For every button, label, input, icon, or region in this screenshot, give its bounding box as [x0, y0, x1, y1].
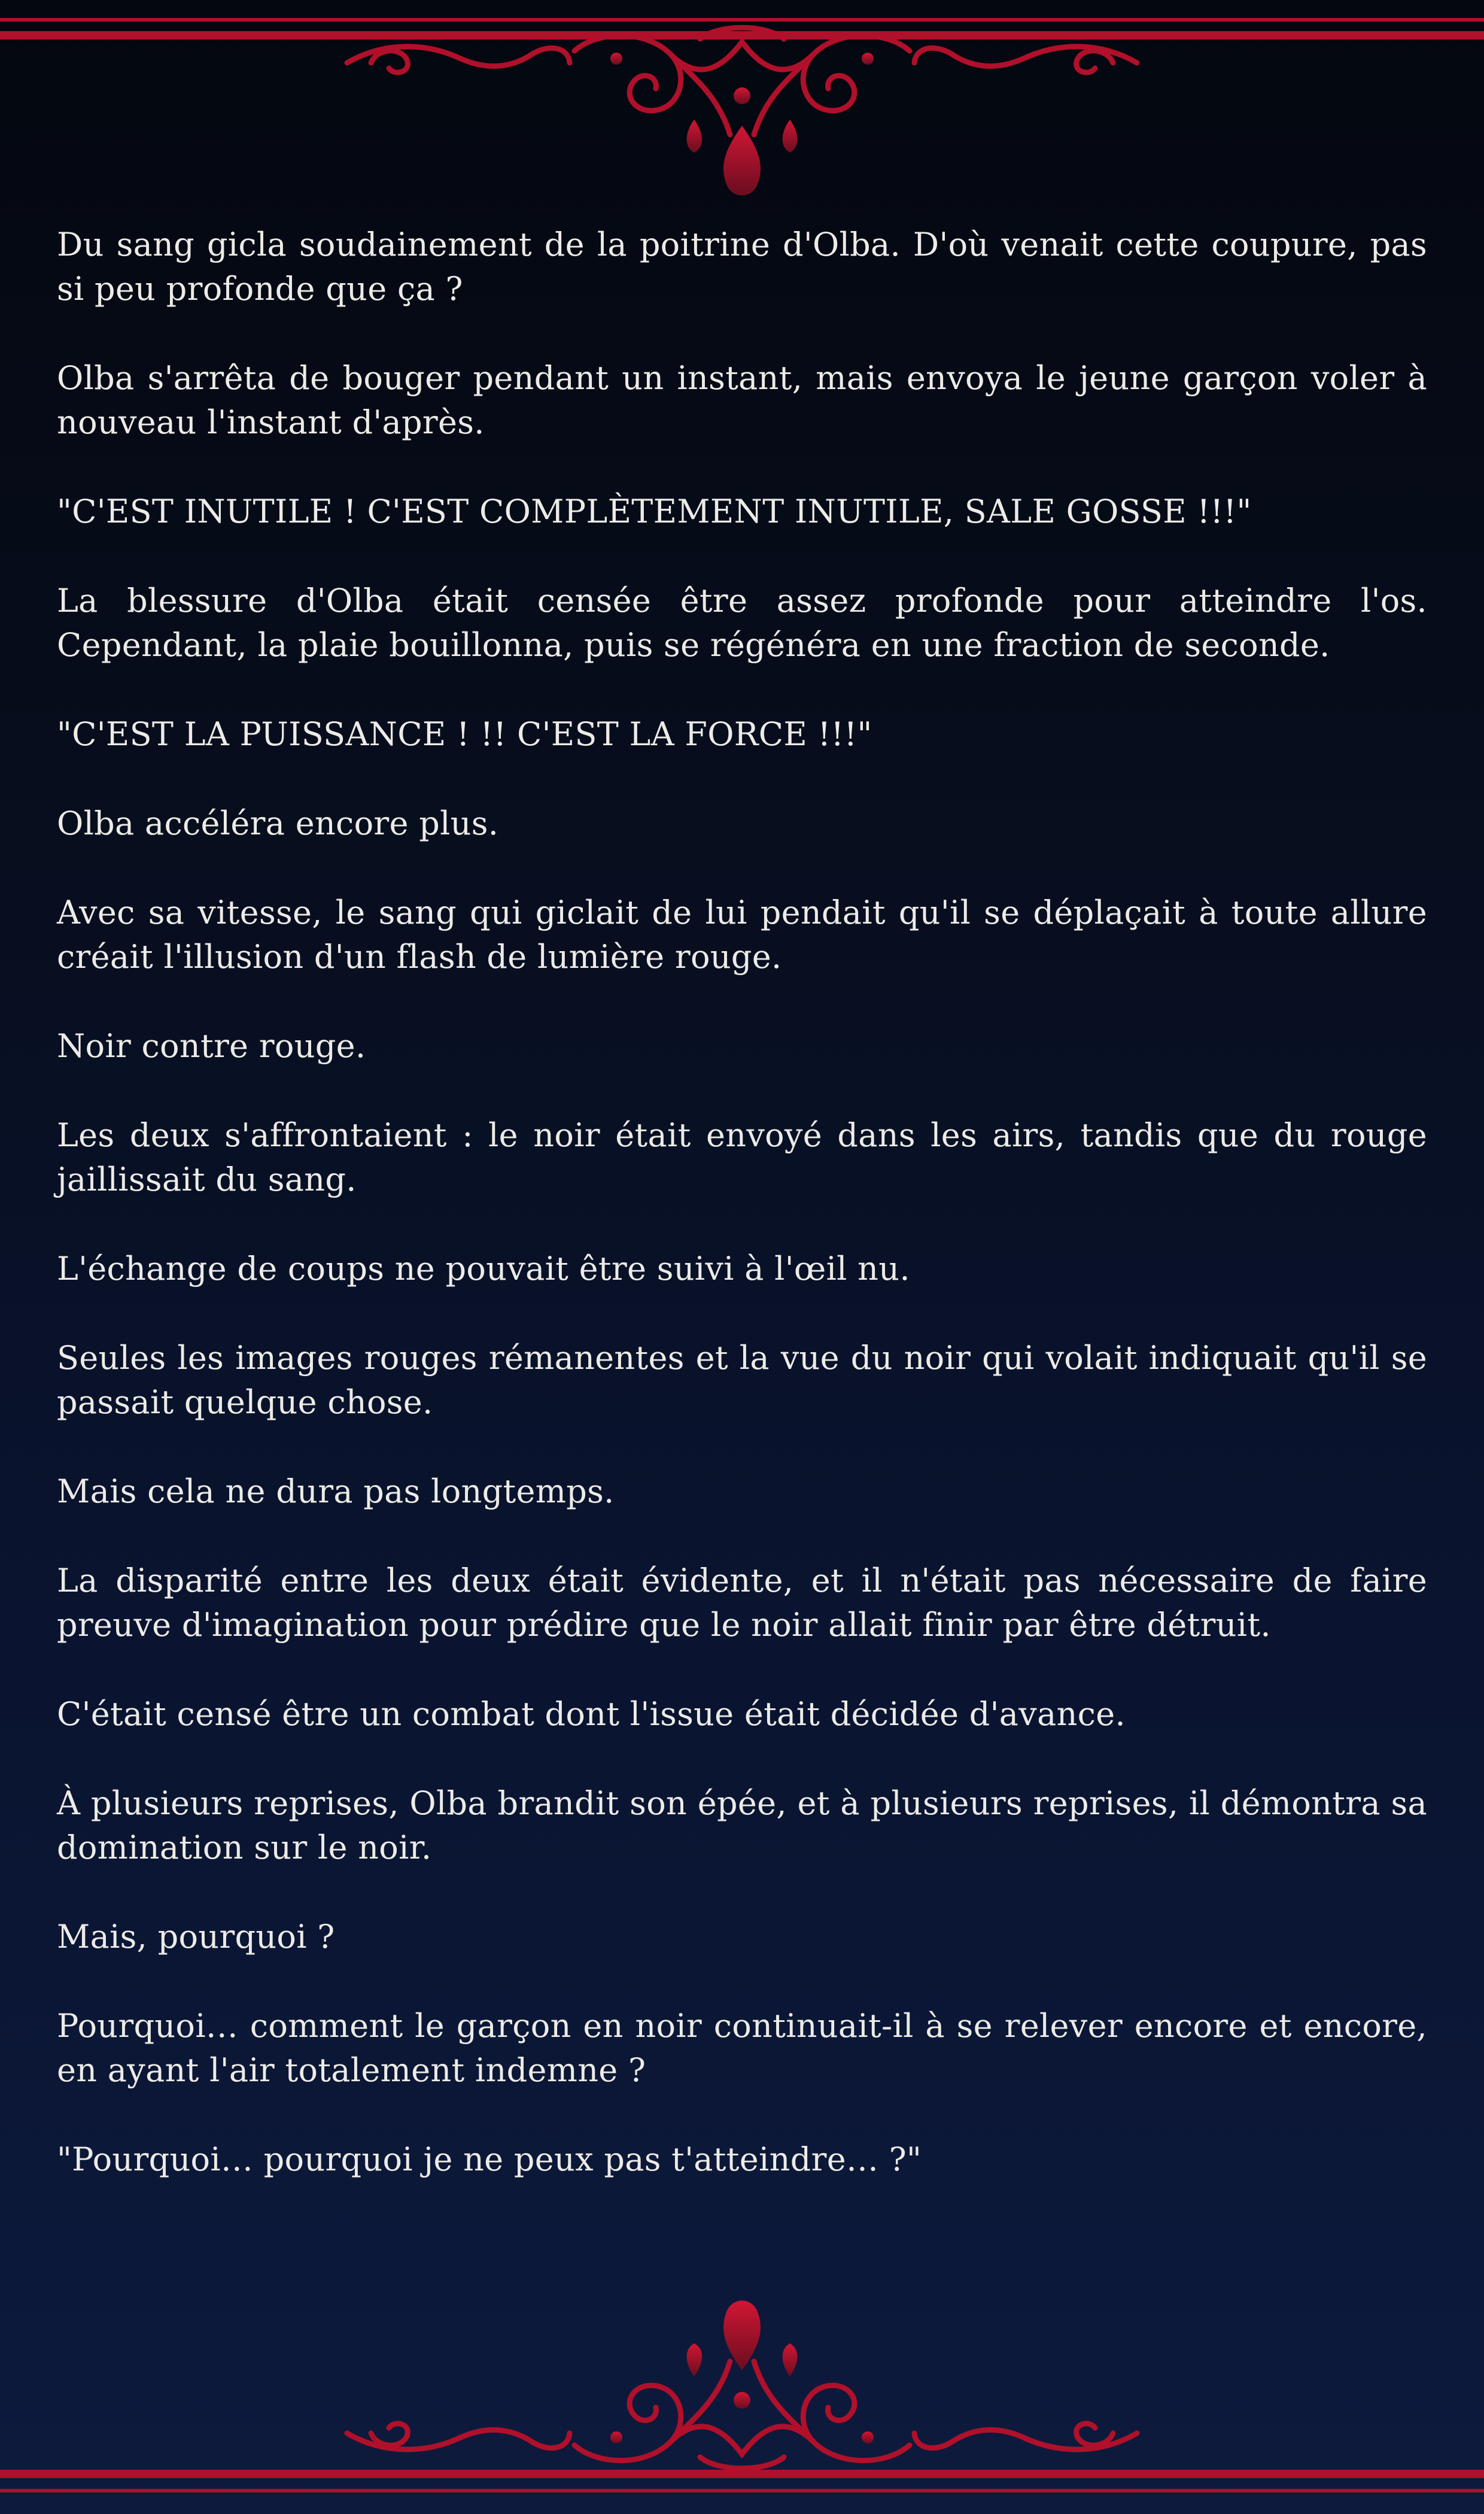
paragraph-15: À plusieurs reprises, Olba brandit son épée, et à plusieurs reprises, il démontra sa domination sur le noir. [57, 1784, 1427, 1866]
paragraph-2: Olba s'arrêta de bouger pendant un instant, mais envoya le jeune garçon voler à nouveau l'instant d'après. [57, 359, 1427, 441]
paragraph-8: Noir contre rouge. [57, 1027, 366, 1065]
paragraph-16: Mais, pourquoi ? [57, 1918, 335, 1956]
top-crimson-flourish-ornament [335, 6, 1149, 221]
paragraph-7: Avec sa vitesse, le sang qui giclait de lui pendait qu'il se déplaçait à toute allure créait l'illusion d'un flash de lumière rouge. [57, 894, 1427, 976]
paragraph-3: "C'EST INUTILE ! C'EST COMPLÈTEMENT INUTILE, SALE GOSSE !!!" [57, 493, 1252, 530]
paragraph-6: Olba accéléra encore plus. [57, 804, 499, 842]
paragraph-18: "Pourquoi… pourquoi je ne peux pas t'atteindre… ?" [57, 2140, 922, 2178]
bottom-border-thick [0, 2470, 1484, 2478]
paragraph-13: La disparité entre les deux était évidente, et il n'était pas nécessaire de faire preuve d'imagination pour prédire que le noir allait finir par être détruit. [57, 1562, 1427, 1644]
paragraph-12: Mais cela ne dura pas longtemps. [57, 1472, 615, 1510]
paragraph-14: C'était censé être un combat dont l'issue était décidée d'avance. [57, 1695, 1126, 1733]
paragraph-17: Pourquoi… comment le garçon en noir continuait-il à se relever encore et encore, en ayant l'air totalement indemne ? [57, 2007, 1427, 2089]
paragraph-5: "C'EST LA PUISSANCE ! !! C'EST LA FORCE !!!" [57, 715, 872, 753]
paragraph-10: L'échange de coups ne pouvait être suivi à l'œil nu. [57, 1250, 910, 1288]
paragraph-9: Les deux s'affrontaient : le noir était envoyé dans les airs, tandis que du rouge jaillissait du sang. [57, 1116, 1427, 1198]
paragraph-1: Du sang gicla soudainement de la poitrine d'Olba. D'où venait cette coupure, pas si peu profonde que ça ? [57, 226, 1427, 308]
paragraph-11: Seules les images rouges rémanentes et la vue du noir qui volait indiquait qu'il se passait quelque chose. [57, 1339, 1427, 1421]
paragraph-4: La blessure d'Olba était censée être assez profonde pour atteindre l'os. Cependant, la plaie bouillonna, puis se régénéra en une fraction de seconde. [57, 582, 1427, 664]
bottom-crimson-flourish-ornament [335, 2275, 1149, 2490]
bottom-border-thin [0, 2489, 1484, 2492]
chapter-text [57, 223, 1427, 2182]
